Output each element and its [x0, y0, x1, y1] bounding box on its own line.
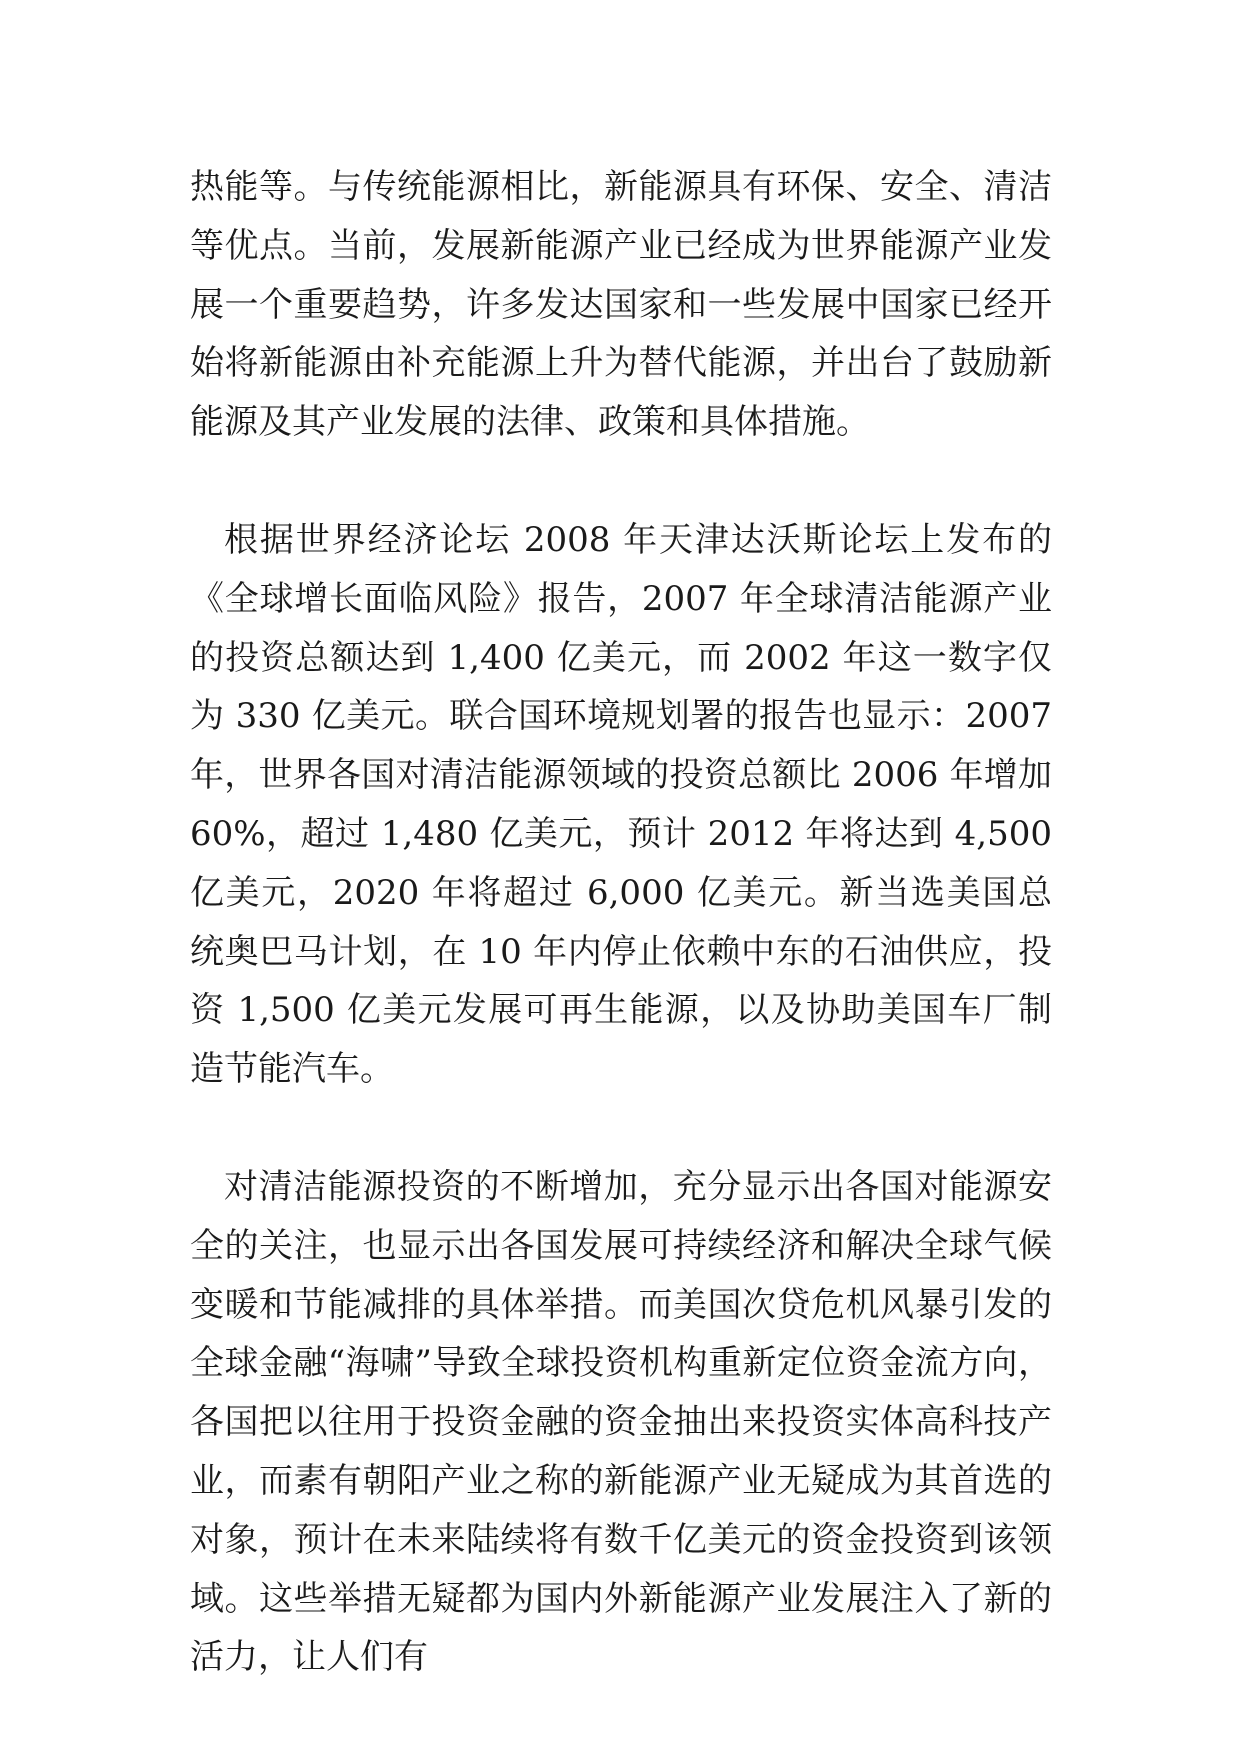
paragraph-new-energy-advantages: 热能等。与传统能源相比，新能源具有环保、安全、清洁等优点。当前，发展新能源产业已经成为世界能源产业发展一个重要趋势，许多发达国家和一些发展中国家已经开始将新能源由补充能源上升为替代能源，并出台了鼓励新能源及其产业发展的法律、政策和具体措施。 [190, 167, 1052, 443]
paragraph-investment-statistics: 根据世界经济论坛 2008 年天津达沃斯论坛上发布的《全球增长面临风险》报告，2007 年全球清洁能源产业的投资总额达到 1,400 亿美元，而 2002 年这一数字仅为 330 亿美元。联合国环境规划署的报告也显示：2007 年，世界各国对清洁能源领域的投资总额比 2006 年增加 60%，超过 1,480 亿美元，预计 2012 年将达到 4,500 亿美元，2020 年将超过 6,000 亿美元。新当选美国总统奥巴马计划，在 10 年内停止依赖中东的石油供应，投资 1,500 亿美元发展可再生能源，以及协助美国车厂制造节能汽车。 [190, 519, 1052, 1090]
document-body [190, 158, 1052, 1687]
paragraph-investment-trends: 对清洁能源投资的不断增加，充分显示出各国对能源安全的关注，也显示出各国发展可持续经济和解决全球气候变暖和节能减排的具体举措。而美国次贷危机风暴引发的全球金融“海啸”导致全球投资机构重新定位资金流方向，各国把以往用于投资金融的资金抽出来投资实体高科技产业，而素有朝阳产业之称的新能源产业无疑成为其首选的对象，预计在未来陆续将有数千亿美元的资金投资到该领域。这些举措无疑都为国内外新能源产业发展注入了新的活力，让人们有 [190, 1166, 1052, 1678]
